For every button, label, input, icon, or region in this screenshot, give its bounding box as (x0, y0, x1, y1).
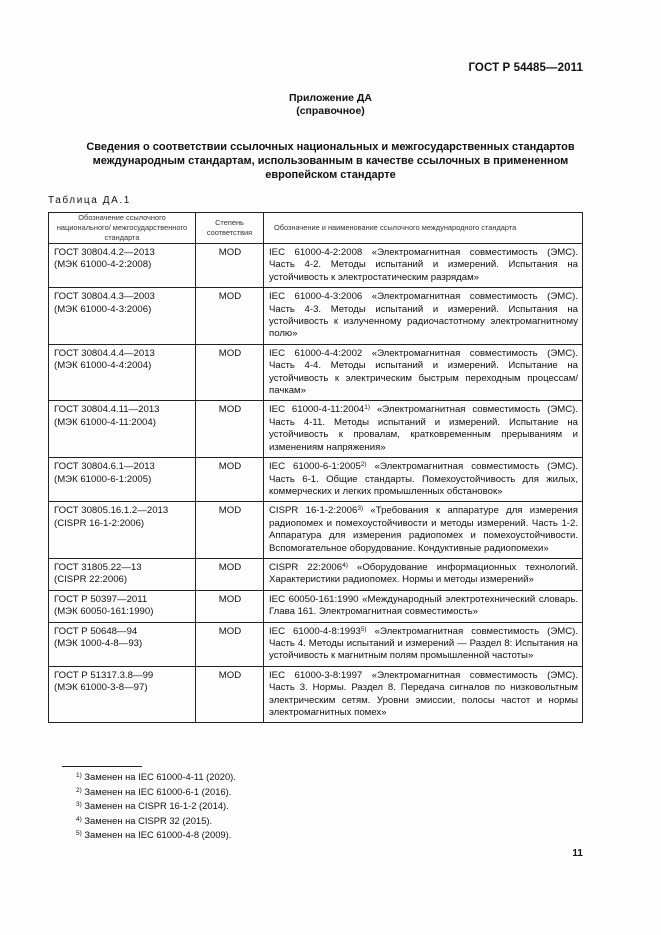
international-standard-title: «Электромагнитная совместимость (ЭМС). Часть 4-4. Методы испытаний и измерений. Испытание на устойчивость к электрическим быстрым переходным процессам/пачкам» (269, 347, 578, 397)
international-standard-cell (264, 666, 583, 723)
national-standard-equivalent: (МЭК 61000-4-3:2006) (54, 303, 152, 315)
header-degree: Степень соответствия (196, 213, 264, 244)
international-standard-title: «Электромагнитная совместимость (ЭМС). Часть 4-3. Методы испытаний и измерений. Испытания на устойчивость к излученному радиочастотному электромагнитному полю» (269, 291, 578, 340)
degree-cell: MOD (196, 622, 264, 666)
footnote-text: Заменен на IEC 61000-6-1 (2016). (81, 785, 232, 797)
header-national-standard: Обозначение ссылочного национального/ межгосударственного стандарта (49, 213, 196, 244)
footnote-mark: 4) (76, 815, 82, 823)
degree-cell: MOD (196, 666, 264, 723)
footnote-ref: 2) (360, 461, 367, 469)
national-standard-equivalent: (МЭК 61000-4-2:2008) (54, 259, 152, 271)
national-standard-equivalent: (МЭК 61000-4-11:2004) (54, 416, 156, 428)
national-standard-equivalent: (МЭК 61000-3-8—97) (54, 682, 148, 694)
page-number: 11 (572, 848, 583, 859)
international-standard-cell (264, 590, 583, 622)
national-standard: ГОСТ 30805.16.1.2—2013 (54, 505, 169, 517)
international-standard-code: IEC 60050-161:1990 (269, 593, 359, 605)
table-row (49, 666, 583, 723)
degree-cell: MOD (196, 288, 264, 345)
national-standard-cell (49, 622, 196, 666)
national-standard-cell (49, 558, 196, 590)
appendix-title: Приложение ДА (289, 92, 372, 104)
table-row (49, 458, 583, 502)
footnote (76, 828, 236, 843)
international-standard-code: IEC 61000-6-1:2005 (269, 461, 361, 473)
international-standard-code: IEC 61000-3-8:1997 (269, 669, 363, 681)
footnote-ref: 3) (357, 505, 364, 513)
appendix-subtitle: (справочное) (296, 105, 365, 117)
national-standard: ГОСТ 30804.6.1—2013 (54, 461, 155, 473)
footnotes (76, 770, 236, 843)
national-standard: ГОСТ Р 50648—94 (54, 625, 138, 637)
national-standard: ГОСТ 30804.4.2—2013 (54, 247, 155, 258)
footnote-ref: 1) (364, 404, 371, 412)
international-standard-code: IEC 61000-4-4:2002 (269, 347, 363, 359)
footnote (76, 785, 236, 800)
international-standard-cell (264, 558, 583, 590)
international-standard-cell (264, 622, 583, 666)
degree-cell: MOD (196, 244, 264, 288)
table-caption: Таблица ДА.1 (48, 195, 131, 206)
international-standard-title: «Электромагнитная совместимость (ЭМС). Часть 6-1. Общие стандарты. Помехоустойчивость для жилых, коммерческих и легких промышленных обстановок» (269, 461, 579, 497)
international-standard-cell (264, 244, 583, 288)
international-standard-code: IEC 61000-4-8:1993 (269, 625, 361, 637)
international-standard-title: «Электромагнитная совместимость (ЭМС). Часть 4-11. Методы испытаний и измерений. Испытание на устойчивость к провалам, кратковременным прерываниям и изменениям напряжения» (269, 404, 579, 453)
footnote-ref: 4) (342, 561, 348, 569)
section-heading: Сведения о соответствии ссылочных национальных и межгосударственных стандартов международным стандартам, использованным в качестве ссылочных в примененном европейском стандарте (86, 141, 575, 181)
national-standard-cell (49, 401, 196, 458)
footnote-text: Заменен на CISPR 32 (2015). (81, 814, 213, 826)
international-standard-code: IEC 61000-4-2:2008 (269, 247, 363, 258)
footnote-text: Заменен на IEC 61000-4-8 (2009). (81, 829, 232, 841)
national-standard-equivalent: (МЭК 61000-4-4:2004) (54, 360, 152, 372)
degree-cell: MOD (196, 401, 264, 458)
national-standard-cell (49, 502, 196, 559)
footnote (76, 799, 236, 814)
table-row (49, 558, 583, 590)
national-standard-cell (49, 288, 196, 345)
national-standard-cell (49, 244, 196, 288)
national-standard-cell (49, 590, 196, 622)
international-standard-cell (264, 458, 583, 502)
footnote-mark: 3) (76, 801, 82, 809)
international-standard-code: IEC 61000-4-3:2006 (269, 291, 363, 303)
footnote-divider (62, 766, 142, 767)
international-standard-title: «Требования к аппаратуре для измерения радиопомех и помехоустойчивости и методы измерений. Часть 1-2. Аппаратура для измерения радиопомех и помехоустойчивости. Вспомогательное оборудование. Кондуктивные радиопомехи» (269, 505, 578, 554)
degree-cell: MOD (196, 590, 264, 622)
national-standard: ГОСТ 30804.4.11—2013 (54, 404, 160, 416)
national-standard: ГОСТ 31805.22—13 (54, 561, 142, 573)
table-row (49, 288, 583, 345)
header-international-standard: Обозначение и наименование ссылочного международного стандарта (264, 213, 583, 244)
national-standard-cell (49, 666, 196, 723)
international-standard-title: «Международный электротехнический словарь. Глава 161. Электромагнитная совместимость» (269, 593, 578, 618)
table-row (49, 622, 583, 666)
national-standard: ГОСТ 30804.4.4—2013 (54, 347, 155, 359)
international-standard-cell (264, 502, 583, 559)
national-standard-equivalent: (МЭК 60050-161:1990) (54, 606, 154, 618)
national-standard: ГОСТ Р 51317.3.8—99 (54, 669, 154, 681)
international-standard-title: «Оборудование информационных технологий. Характеристики радиопомех. Нормы и методы измерений» (269, 561, 578, 586)
table-header-row (49, 213, 583, 244)
international-standard-cell (264, 401, 583, 458)
national-standard-equivalent: (МЭК 1000-4-8—93) (54, 637, 143, 649)
national-standard-cell (49, 458, 196, 502)
footnote-mark: 2) (76, 786, 82, 794)
table-body (49, 244, 583, 723)
international-standard-title: «Электромагнитная совместимость (ЭМС). Часть 3. Нормы. Раздел 8. Передача сигналов по низковольтным электрическим сетям. Уровни эмиссии, полосы частот и нормы электромагнитных помех» (269, 669, 578, 718)
national-standard-equivalent: (МЭК 61000-6-1:2005) (54, 473, 152, 485)
table-row (49, 344, 583, 401)
national-standard-equivalent: (CISPR 22:2006) (54, 574, 128, 586)
international-standard-title: «Электромагнитная совместимость (ЭМС). Часть 4. Методы испытаний и измерений — Раздел 8: Испытания на устойчивость к магнитным полям промышленной частоты» (269, 625, 579, 662)
national-standard-cell (49, 344, 196, 401)
national-standard: ГОСТ 30804.4.3—2003 (54, 291, 155, 303)
table-row (49, 401, 583, 458)
international-standard-code: CISPR 22:2006 (269, 561, 343, 573)
document-code: ГОСТ Р 54485—2011 (468, 62, 583, 74)
footnote (76, 814, 236, 829)
degree-cell: MOD (196, 458, 264, 502)
degree-cell: MOD (196, 502, 264, 559)
international-standard-cell (264, 288, 583, 345)
degree-cell: MOD (196, 558, 264, 590)
footnote-mark: 1) (76, 772, 82, 779)
table-row (49, 244, 583, 288)
international-standard-code: CISPR 16-1-2:2006 (269, 505, 358, 517)
national-standard: ГОСТ Р 50397—2011 (54, 593, 148, 605)
international-standard-title: «Электромагнитная совместимость (ЭМС). Часть 4-2. Методы испытаний и измерений. Испытания на устойчивость к электростатическим разрядам» (269, 247, 578, 283)
footnote (76, 770, 236, 785)
footnote-mark: 5) (76, 830, 82, 838)
international-standard-code: IEC 61000-4-11:2004 (269, 404, 365, 416)
international-standard-cell (264, 344, 583, 401)
footnote-text: Заменен на IEC 61000-4-11 (2020). (81, 771, 236, 782)
degree-cell: MOD (196, 344, 264, 401)
correspondence-table (48, 212, 583, 723)
table-row (49, 502, 583, 559)
footnote-ref: 5) (360, 625, 367, 633)
footnote-text: Заменен на CISPR 16-1-2 (2014). (81, 800, 229, 812)
table-row (49, 590, 583, 622)
national-standard-equivalent: (CISPR 16-1-2:2006) (54, 517, 145, 529)
